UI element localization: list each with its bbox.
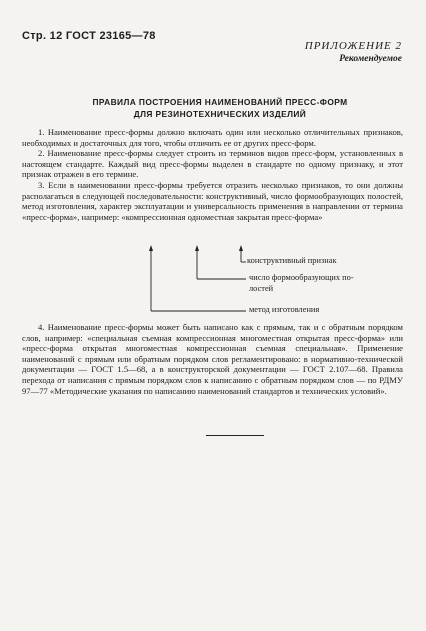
diagram-label-method: метод изготовления xyxy=(249,305,320,314)
arrow-up-icon xyxy=(149,245,153,251)
naming-diagram xyxy=(0,242,426,328)
arrow-up-icon xyxy=(239,245,243,251)
appendix-block xyxy=(305,40,402,64)
paragraph-4: 4. Наименование пресс-формы может быть написано как с прямым, так и с обратным порядком слов, например: «специальная съемная компрессионная многоместная открытая пресс-форма» или «пресс-форма открытая многоместная компрессионная съемная специальная». Применение наименований с прямым или обратным порядком слов регламентировано: в нормативно-технической документации — ГОСТ 1.5—68, а в конструкторской документации — ГОСТ 2.107—68. Правила перехода от написания с прямым порядком слов к написанию с обратным порядком слов — по РДМУ 97—77 «Методические указания по написанию наименований стандартов и технических условий». xyxy=(22,322,403,396)
diagram-label-cavities-1: число формообразующих по- xyxy=(249,273,354,282)
appendix-label: ПРИЛОЖЕНИЕ 2 xyxy=(304,40,402,52)
body-paragraph-bottom xyxy=(22,322,403,396)
diagram-label-design: конструктивный признак xyxy=(247,256,337,265)
appendix-status: Рекомендуемое xyxy=(339,54,402,64)
arrow-up-icon xyxy=(195,245,199,251)
section-title-line-2: ДЛЯ РЕЗИНОТЕХНИЧЕСКИХ ИЗДЕЛИЙ xyxy=(133,109,307,119)
page-header: Стр. 12 ГОСТ 23165—78 xyxy=(22,30,156,42)
diagram-lines xyxy=(0,242,426,328)
diagram-label-cavities-2: лостей xyxy=(249,284,274,293)
paragraph-1: 1. Наименование пресс-формы должно включать один или несколько отличительных признаков, необходимых и достаточных для того, чтобы отличить ее от других пресс-форм. xyxy=(22,127,403,148)
section-title-line-1: ПРАВИЛА ПОСТРОЕНИЯ НАИМЕНОВАНИЙ ПРЕСС-ФОРМ xyxy=(92,97,348,107)
end-rule xyxy=(206,435,264,436)
paragraph-2: 2. Наименование пресс-формы следует строить из терминов видов пресс-форм, установленных в настоящем стандарте. Каждый вид пресс-формы выделен в стандарте по одному признаку, и этот признак отражен в его термине. xyxy=(22,148,403,180)
paragraph-3: 3. Если в наименовании пресс-формы требуется отразить несколько признаков, то они должны располагаться в следующей последовательности: конструктивный, число формообразующих полостей, метод изготовления, характер эксплуатации и универсальность применения в направлении от термина «пресс-форма», например: «компрессионная одноместная закрытая пресс-форма» xyxy=(22,179,403,222)
section-title xyxy=(40,96,400,120)
body-paragraphs-top xyxy=(22,127,403,222)
